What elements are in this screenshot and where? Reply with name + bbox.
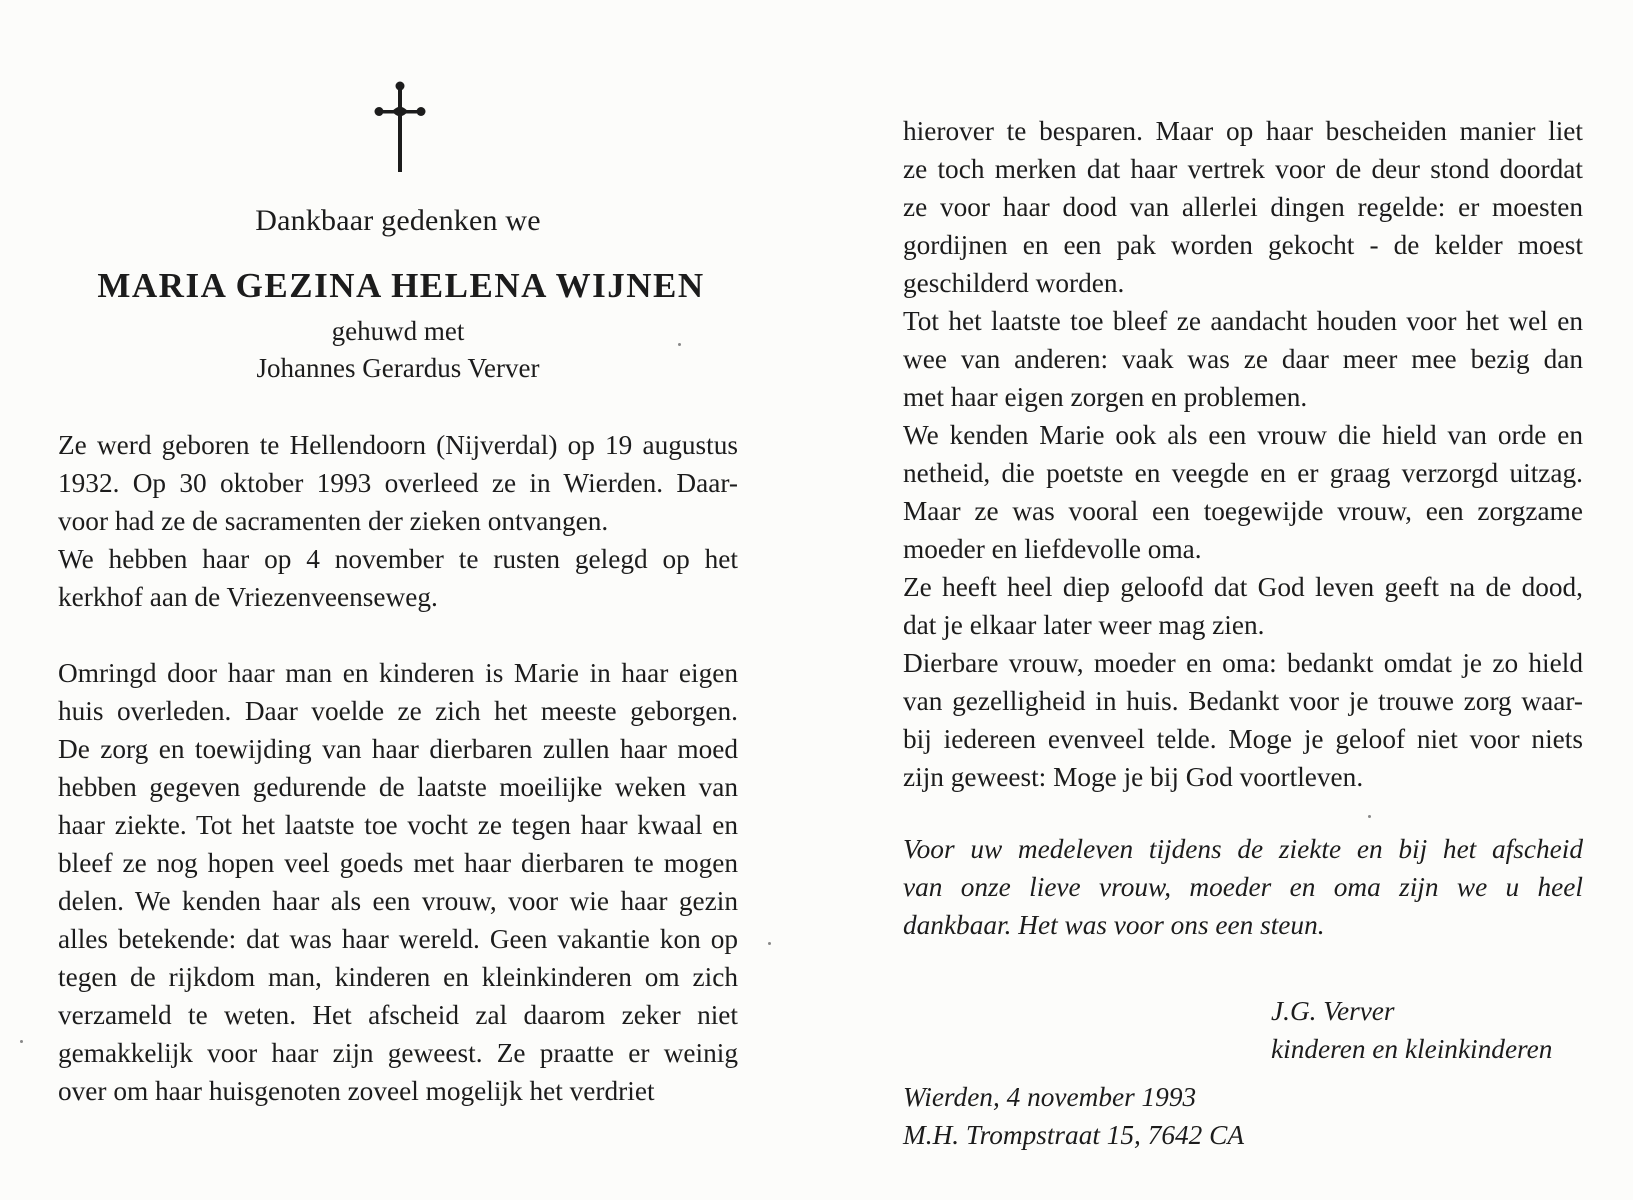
- heading: Dankbaar gedenken we: [255, 204, 541, 237]
- text-line: over om haar huisgenoten zoveel mogelijk het verdriet: [58, 1076, 655, 1106]
- paragraph-faith: [903, 568, 1583, 644]
- paragraph-others: [903, 302, 1583, 416]
- text-line: moeder en liefdevolle oma.: [903, 534, 1202, 564]
- text-line: huis overleden. Daar voelde ze zich het meeste geborgen.: [58, 696, 738, 726]
- left-column: [58, 80, 738, 1110]
- text-line: van gezelligheid in huis. Bedankt voor je trouwe zorg waar-: [903, 686, 1583, 716]
- paragraph-farewell: [903, 112, 1583, 302]
- text-line: wee van anderen: vaak was ze daar meer mee bezig dan: [903, 344, 1583, 374]
- deceased-name: MARIA GEZINA HELENA WIJNEN: [97, 266, 705, 305]
- text-line: ze toch merken dat haar vertrek voor de deur stond doordat: [903, 154, 1583, 184]
- paragraph-order: [903, 416, 1583, 568]
- spouse-name: Johannes Gerardus Verver: [256, 353, 540, 383]
- paper-speck: [678, 343, 681, 346]
- signers: [1271, 992, 1583, 1068]
- text-line: De zorg en toewijding van haar dierbaren zullen haar moed: [58, 734, 738, 764]
- text-line: met haar eigen zorgen en problemen.: [903, 382, 1308, 412]
- text-line: Ze heeft heel diep geloofd dat God leven geeft na de dood,: [903, 572, 1583, 602]
- cross-icon: [370, 80, 430, 178]
- text-line: van onze lieve vrouw, moeder en oma zijn we u heel: [903, 872, 1583, 902]
- text-line: gemakkelijk voor haar zijn geweest. Ze praatte er weinig: [58, 1038, 738, 1068]
- paragraph-burial: [58, 540, 738, 616]
- text-line: 1932. Op 30 oktober 1993 overleed ze in Wierden. Daar-: [58, 468, 738, 498]
- paragraph-gratitude: [903, 644, 1583, 796]
- text-line: Maar ze was vooral een toegewijde vrouw, een zorgzame: [903, 496, 1583, 526]
- text-line: geschilderd worden.: [903, 268, 1125, 298]
- text-line: verzameld te weten. Het afscheid zal daarom zeker niet: [58, 1000, 738, 1030]
- text-line: Voor uw medeleven tijdens de ziekte en bij het afscheid: [903, 834, 1583, 864]
- paragraph-birth: [58, 426, 738, 540]
- text-line: hebben gegeven gedurende de laatste moeilijke weken van: [58, 772, 738, 802]
- text-line: voor had ze de sacramenten der zieken ontvangen.: [58, 506, 609, 536]
- signer-family: kinderen en kleinkinderen: [1271, 1034, 1553, 1064]
- text-line: hierover te besparen. Maar op haar bescheiden manier liet: [903, 116, 1583, 146]
- text-line: haar ziekte. Tot het laatste toe vocht ze tegen haar kwaal en: [58, 810, 738, 840]
- paper-speck: [768, 942, 771, 945]
- place-date: Wierden, 4 november 1993: [903, 1082, 1197, 1112]
- text-line: netheid, die poetste en veegde en er graag verzorgd uitzag.: [903, 458, 1583, 488]
- text-line: alles betekende: dat was haar wereld. Geen vakantie kon op: [58, 924, 738, 954]
- text-line: Tot het laatste toe bleef ze aandacht houden voor het wel en: [903, 306, 1583, 336]
- text-line: bij iedereen evenveel telde. Moge je geloof niet voor niets: [903, 724, 1583, 754]
- address: M.H. Trompstraat 15, 7642 CA: [903, 1120, 1244, 1150]
- text-line: dat je elkaar later weer mag zien.: [903, 610, 1265, 640]
- right-column: [903, 112, 1583, 1154]
- text-line: bleef ze nog hopen veel goeds met haar dierbaren te mogen: [58, 848, 738, 878]
- text-line: Dierbare vrouw, moeder en oma: bedankt omdat je zo hield: [903, 648, 1583, 678]
- text-line: kerkhof aan de Vriezenveenseweg.: [58, 582, 438, 612]
- text-line: zijn geweest: Moge je bij God voortleven.: [903, 762, 1364, 792]
- married-text: gehuwd met: [331, 316, 465, 346]
- signer-name: J.G. Verver: [1271, 996, 1395, 1026]
- text-line: Ze werd geboren te Hellendoorn (Nijverdal) op 19 augustus: [58, 430, 738, 460]
- text-line: We kenden Marie ook als een vrouw die hield van orde en: [903, 420, 1583, 450]
- paragraph-life: [58, 654, 738, 1110]
- text-line: gordijnen en een pak worden gekocht - de kelder moest: [903, 230, 1583, 260]
- text-line: Omringd door haar man en kinderen is Marie in haar eigen: [58, 658, 738, 688]
- paper-speck: [1368, 815, 1371, 818]
- paper-speck: [20, 1040, 23, 1043]
- text-line: delen. We kenden haar als een vrouw, voor wie haar gezin: [58, 886, 738, 916]
- text-line: dankbaar. Het was voor ons een steun.: [903, 910, 1325, 940]
- text-line: We hebben haar op 4 november te rusten gelegd op het: [58, 544, 738, 574]
- thanks-note: [903, 830, 1583, 944]
- text-line: ze voor haar dood van allerlei dingen regelde: er moesten: [903, 192, 1583, 222]
- place-and-address: [903, 1078, 1583, 1154]
- text-line: tegen de rijkdom man, kinderen en kleinkinderen om zich: [58, 962, 738, 992]
